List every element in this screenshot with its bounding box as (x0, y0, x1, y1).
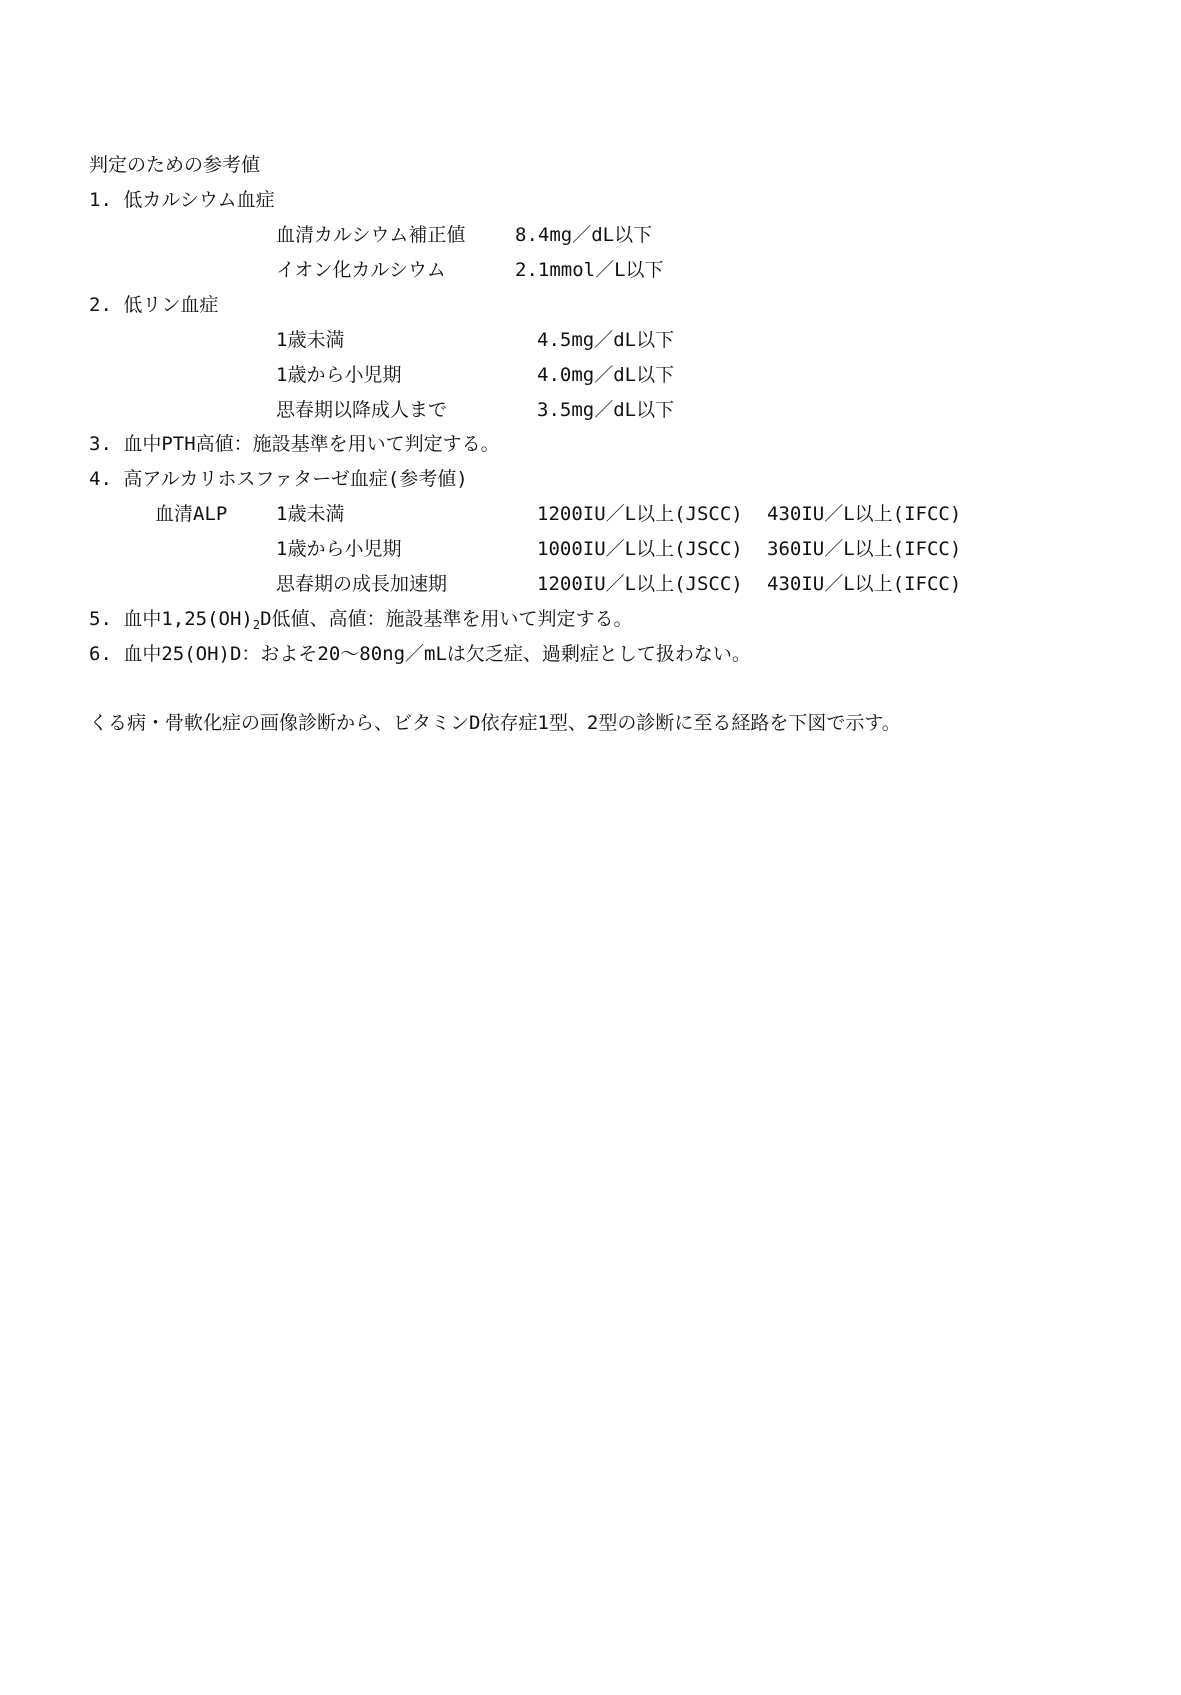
item-2-row-value: 4.5mg／dL以下 (537, 329, 675, 351)
item-4-row-ifcc: 360IU／L以上(IFCC) (767, 538, 962, 560)
item-5-text-before: 5. 血中1,25(OH) (89, 608, 253, 630)
item-2-heading: 2. 低リン血症 (89, 294, 219, 316)
item-1-row-label: 血清カルシウム補正値 (276, 224, 466, 246)
item-1-row-value: 2.1mmol／L以下 (515, 259, 664, 281)
item-1-row-value: 8.4mg／dL以下 (515, 224, 653, 246)
item-5-text-after: D低値、高値：施設基準を用いて判定する。 (260, 608, 633, 630)
item-4-heading: 4. 高アルカリホスファターゼ血症(参考値) (89, 468, 468, 490)
item-4-row-jscc: 1200IU／L以上(JSCC) (537, 573, 743, 595)
item-4-row-ifcc: 430IU／L以上(IFCC) (767, 573, 962, 595)
item-4-row-label: 1歳未満 (276, 503, 345, 525)
item-4-row-jscc: 1000IU／L以上(JSCC) (537, 538, 743, 560)
item-4-row-ifcc: 430IU／L以上(IFCC) (767, 503, 962, 525)
item-6-text: 6. 血中25(OH)D：およそ20～80ng／mLは欠乏症、過剰症として扱わない。 (89, 643, 751, 665)
item-4-row-label: 思春期の成長加速期 (276, 573, 448, 595)
item-1-heading: 1. 低カルシウム血症 (89, 189, 275, 211)
item-2-row-value: 3.5mg／dL以下 (537, 399, 675, 421)
item-2-row-label: 1歳から小児期 (276, 364, 402, 386)
section-title: 判定のための参考値 (89, 154, 261, 176)
closing-note: くる病・骨軟化症の画像診断から、ビタミンD依存症1型、2型の診断に至る経路を下図で示す。 (89, 712, 901, 734)
item-2-row-label: 思春期以降成人まで (276, 399, 448, 421)
item-2-row-value: 4.0mg／dL以下 (537, 364, 675, 386)
item-4-row-jscc: 1200IU／L以上(JSCC) (537, 503, 743, 525)
item-4-row-label: 1歳から小児期 (276, 538, 402, 560)
item-4-prefix: 血清ALP (155, 503, 228, 525)
item-3-text: 3. 血中PTH高値：施設基準を用いて判定する。 (89, 433, 500, 455)
item-2-row-label: 1歳未満 (276, 329, 345, 351)
item-5-subscript: 2 (252, 618, 261, 632)
item-1-row-label: イオン化カルシウム (276, 259, 446, 281)
item-5-text (89, 607, 633, 633)
